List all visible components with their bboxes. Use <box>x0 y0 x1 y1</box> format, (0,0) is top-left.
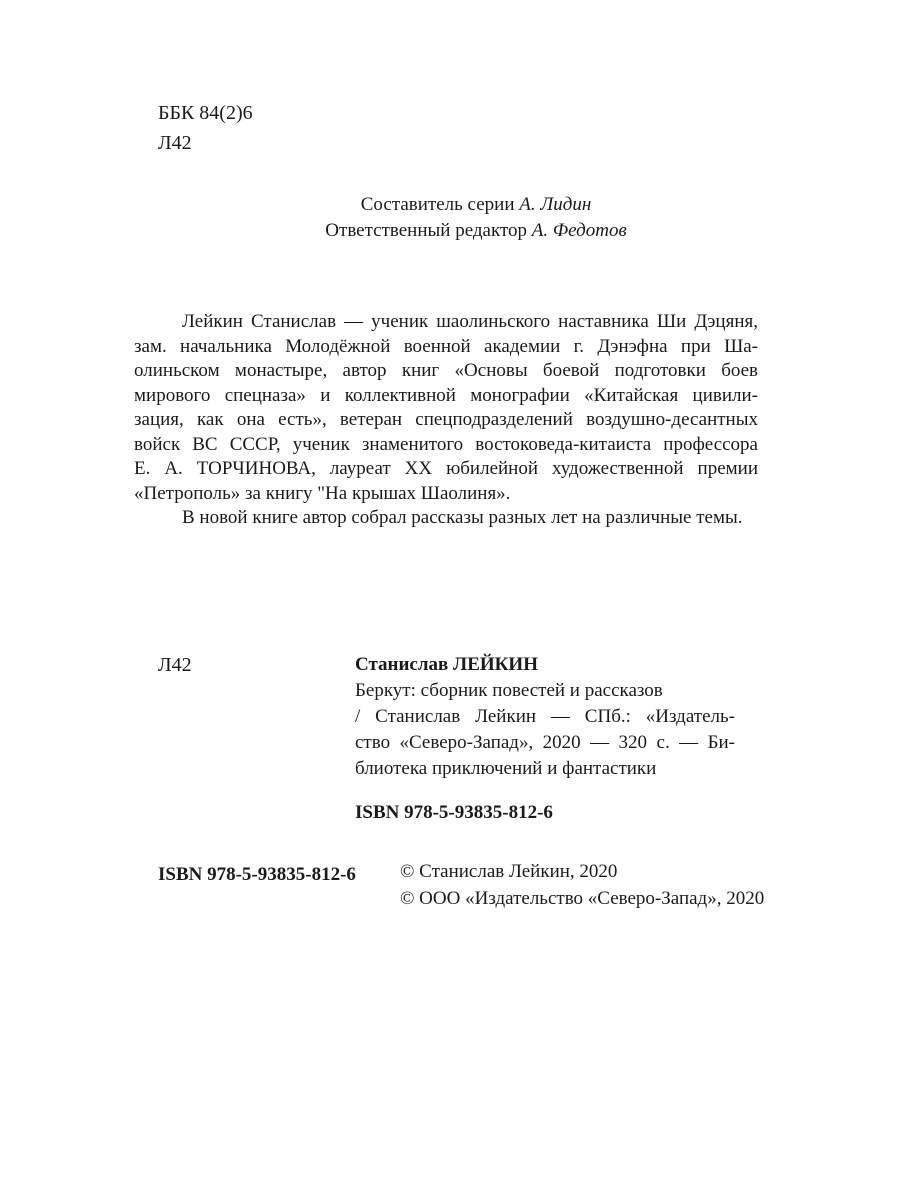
copyright-author: © Станислав Лейкин, 2020 <box>400 861 618 882</box>
credit-name: А. Федотов <box>531 220 627 241</box>
author-sign: Л42 <box>158 132 192 154</box>
catalog-card-code: Л42 <box>158 654 192 676</box>
annotation-line: мирового спецназа» и коллективной монографии «Китайская цивили- <box>134 384 758 406</box>
annotation-block <box>134 310 758 531</box>
annotation-line: Е. А. ТОРЧИНОВА, лауреат XX юбилейной художественной премии <box>134 458 758 479</box>
classification-block <box>158 98 253 158</box>
annotation-line: зация, как она есть», ветеран спецподразделений воздушно-десантных <box>134 409 758 430</box>
credit-name: А. Лидин <box>519 194 592 215</box>
annotation-line: зам. начальника Молодёжной военной академии г. Дэнэфна при Ша- <box>134 335 758 357</box>
catalog-description-line: ство «Северо-Запад», 2020 — 320 с. — Би- <box>355 732 735 753</box>
credit-role: Ответственный редактор <box>325 220 528 241</box>
annotation-paragraph-author <box>134 310 758 506</box>
catalog-description-line: Беркут: сборник повестей и рассказов <box>355 680 663 701</box>
series-compiler-credit <box>0 192 900 218</box>
annotation-line: «Петрополь» за книгу "На крышах Шаолиня». <box>134 482 511 504</box>
annotation-line: войск ВС СССР, ученик знаменитого востоковеда-китаиста профессора <box>134 433 758 455</box>
copyright-publisher: © ООО «Издательство «Северо-Запад», 2020 <box>400 888 765 909</box>
annotation-line: Лейкин Станислав — ученик шаолиньского наставника Ши Дэцяня, <box>182 311 758 332</box>
catalog-author: Станислав ЛЕЙКИН <box>355 654 538 675</box>
footer-isbn: ISBN 978-5-93835-812-6 <box>158 864 356 885</box>
catalog-isbn: ISBN 978-5-93835-812-6 <box>355 802 553 823</box>
copyright-block <box>400 858 764 912</box>
bbk-code: ББК 84(2)6 <box>158 102 253 124</box>
annotation-paragraph-book: В новой книге автор собрал рассказы разных лет на различные темы. <box>182 507 743 528</box>
annotation-line: олиньском монастыре, автор книг «Основы боевой подготовки боев <box>134 360 758 381</box>
catalog-description-line: / Станислав Лейкин — СПб.: «Издатель- <box>355 706 735 727</box>
credit-role: Составитель серии <box>360 194 515 215</box>
editor-credit <box>0 218 900 244</box>
catalog-card-entry <box>355 652 735 782</box>
catalog-description-line: блиотека приключений и фантастики <box>355 758 657 779</box>
credits-block <box>0 192 900 244</box>
